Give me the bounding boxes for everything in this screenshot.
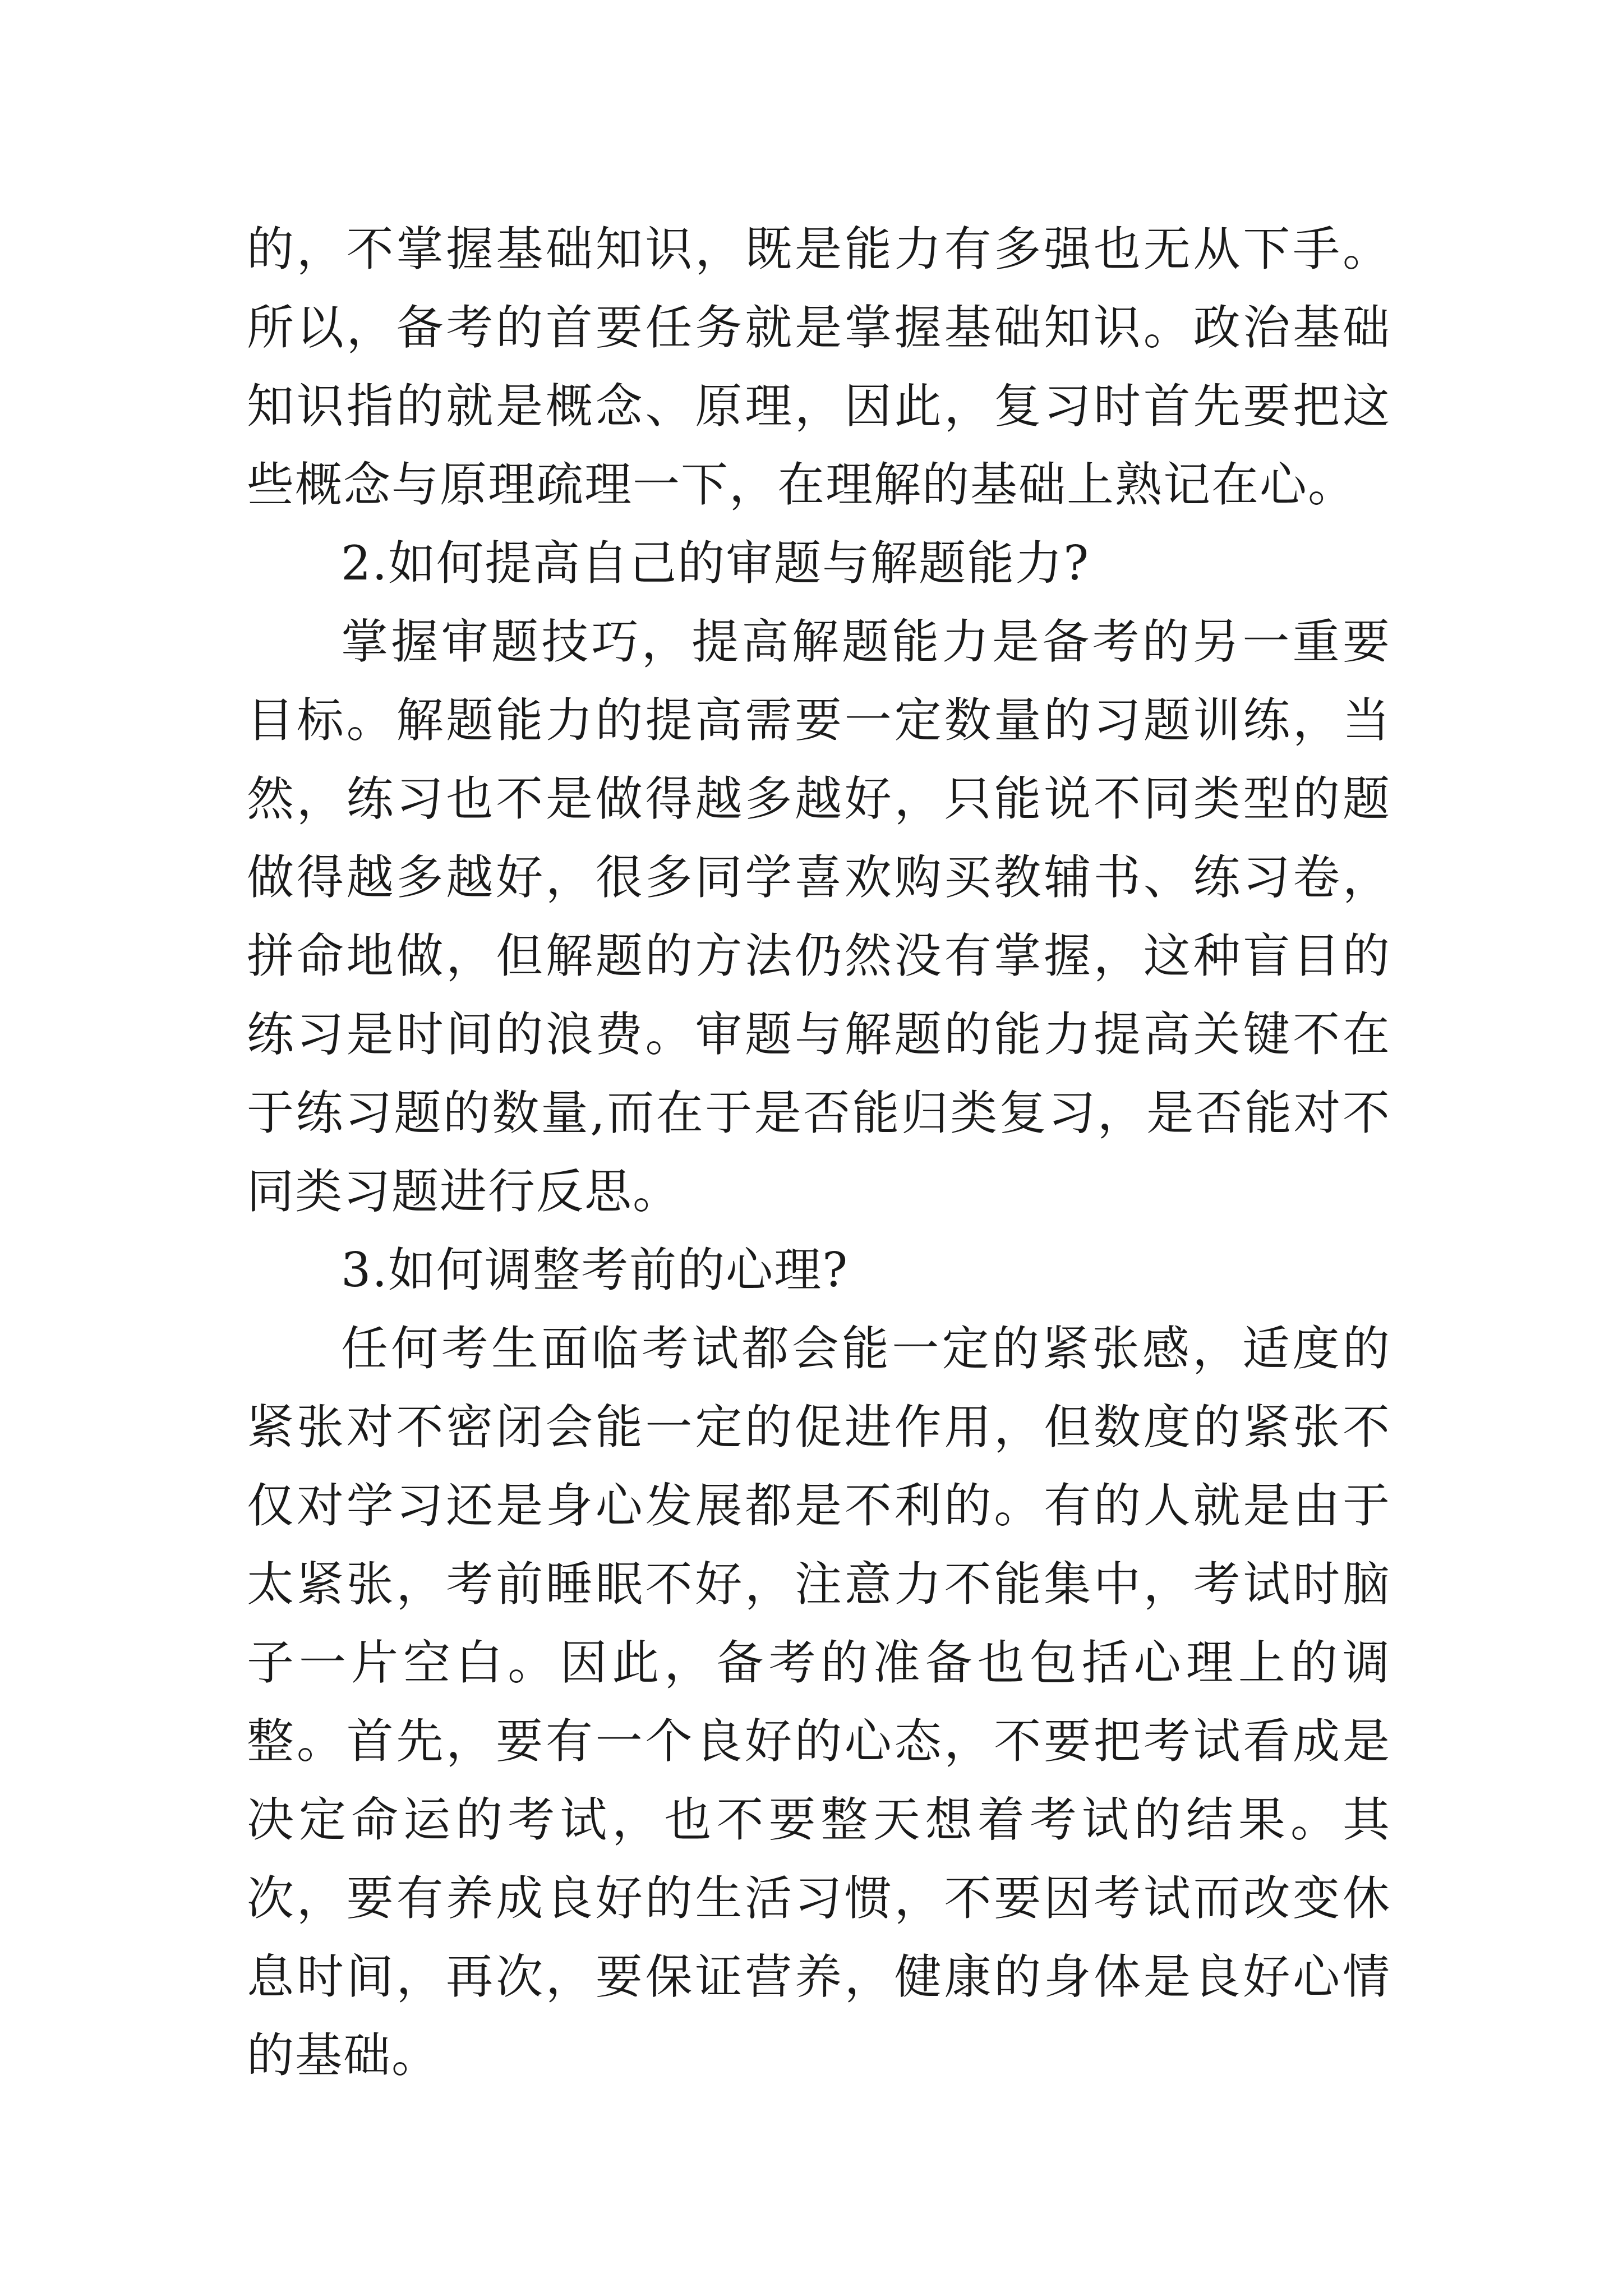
- question-heading-3: 3.如何调整考前的心理?: [341, 1243, 849, 1297]
- paragraph-answer-2: 掌握审题技巧，提高解题能力是备考的另一重要目标。解题能力的提高需要一定数量的习题训练，当然，练习也不是做得越多越好，只能说不同类型的题做得越多越好，很多同学喜欢购买教辅书、练习卷，拼命地做，但解题的方法仍然没有掌握，这种盲目的练习是时间的浪费。审题与解题的能力提高关键不在于练习题的数量,而在于是否能归类复习，是否能对不同类习题进行反思。: [247, 614, 1391, 1219]
- paragraph-continuation: 的，不掌握基础知识，既是能力有多强也无从下手。所以，备考的首要任务就是掌握基础知识。政治基础知识指的就是概念、原理，因此，复习时首先要把这些概念与原理疏理一下，在理解的基础上熟记在心。: [247, 222, 1391, 512]
- paragraph-answer-3: 任何考生面临考试都会能一定的紧张感，适度的紧张对不密闭会能一定的促进作用，但数度的紧张不仅对学习还是身心发展都是不利的。有的人就是由于太紧张，考前睡眠不好，注意力不能集中，考试时脑子一片空白。因此，备考的准备也包括心理上的调整。首先，要有一个良好的心态，不要把考试看成是决定命运的考试，也不要整天想着考试的结果。其次，要有养成良好的生活习惯，不要因考试而改变休息时间，再次，要保证营养，健康的身体是良好心情的基础。: [247, 1321, 1391, 2083]
- document-body: [247, 210, 1391, 2095]
- question-heading-2: 2.如何提高自己的审题与解题能力?: [341, 536, 1090, 591]
